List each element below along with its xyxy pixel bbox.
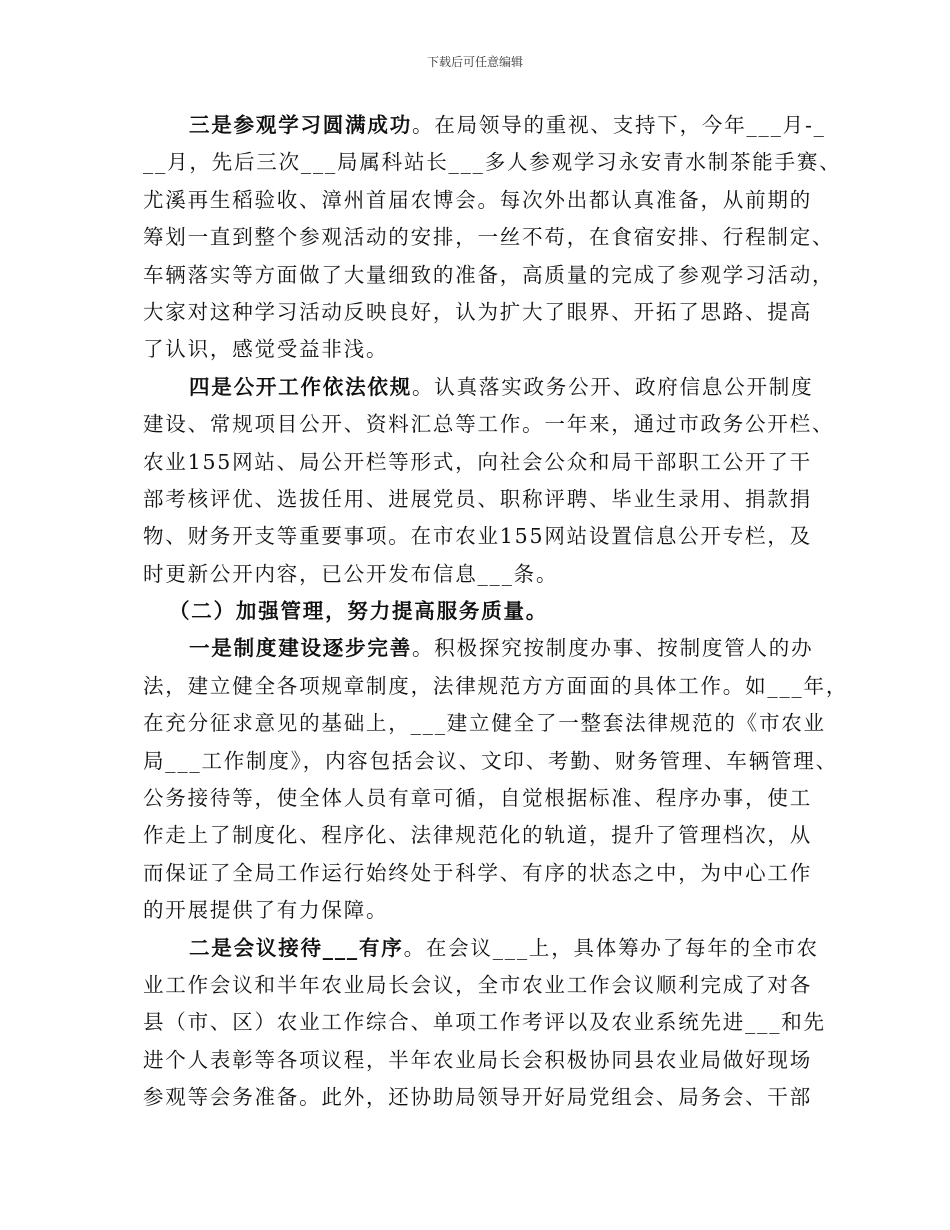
text-line: 建设、常规项目公开、资料汇总等工作。一年来，通过市政务公开栏、 [143, 412, 835, 437]
paragraph-heading: 四是公开工作依法依规 [189, 374, 412, 399]
text-line: 法，建立健全各项规章制度，法律规范方方面面的具体工作。如___年， [143, 673, 849, 698]
text-line: 公务接待等，使全体人员有章可循，自觉根据标准、程序办事，使工 [143, 786, 812, 811]
text-line [143, 107, 826, 144]
text-line: 车辆落实等方面做了大量细致的准备，高质量的完成了参观学习活动， [143, 262, 835, 287]
text-line: 时更新公开内容，已公开发布信息___条。 [143, 561, 559, 586]
paragraph-visit-study [143, 107, 842, 369]
text-line: __月，先后三次___局属科站长___多人参观学习永安青水制茶能手赛、 [143, 150, 842, 175]
section-title: （二）加强管理，努力提高服务质量。 [169, 599, 549, 624]
page-header: 下载后可任意编辑 [426, 55, 523, 69]
text-line: 的开展提供了有力保障。 [143, 898, 389, 923]
line-text: 。在会议___上，具体筹办了每年的全市农 [403, 935, 819, 960]
paragraph-heading: 一是制度建设逐步完善 [189, 636, 412, 661]
text-line: 尤溪再生稻验收、漳州首届农博会。每次外出都认真准备，从前期的 [143, 187, 812, 212]
document-body [143, 107, 849, 1117]
text-line: 作走上了制度化、程序化、法律规范化的轨道，提升了管理档次，从 [143, 823, 812, 848]
section-heading [143, 593, 823, 630]
text-line: 业工作会议和半年农业局长会议，全市农业工作会议顺利完成了对各 [143, 972, 812, 997]
line-text: 。在局领导的重视、支持下，今年___月-_ [412, 113, 826, 137]
text-line: 部考核评优、选拔任用、进展党员、职称评聘、毕业生录用、捐款捐 [143, 486, 812, 511]
paragraph-meeting-reception [143, 930, 826, 1117]
text-line [143, 630, 823, 667]
text-line: 在充分征求意见的基础上，___建立健全了一整套法律规范的《市农业 [143, 711, 826, 736]
line-text: 。认真落实政务公开、政府信息公开制度 [412, 374, 814, 399]
paragraph-heading: 三是参观学习圆满成功 [189, 113, 412, 137]
line-text: 。积极探究按制度办事、按制度管人的办 [412, 636, 814, 661]
text-line [143, 369, 823, 406]
text-line [143, 930, 823, 967]
paragraph-heading: 二是会议接待___有序 [189, 935, 404, 960]
paragraph-public-affairs [143, 369, 835, 593]
text-line: 大家对这种学习活动反映良好，认为扩大了眼界、开拓了思路、提高 [143, 299, 812, 324]
text-line: 进个人表彰等各项议程，半年农业局长会积极协同县农业局做好现场 [143, 1047, 812, 1072]
text-line: 了认识，感觉受益非浅。 [143, 337, 389, 362]
text-line: 筹划一直到整个参观活动的安排，一丝不苟，在食宿安排、行程制定、 [143, 225, 835, 250]
text-line: 参观等会务准备。此外，还协助局领导开好局党组会、局务会、干部 [143, 1085, 812, 1110]
text-line: 农业155网站、局公开栏等形式，向社会公众和局干部职工公开了干 [143, 449, 812, 474]
text-line [143, 593, 823, 630]
text-line: 而保证了全局工作运行始终处于科学、有序的状态之中，为中心工作 [143, 860, 812, 885]
text-line: 物、财务开支等重要事项。在市农业155网站设置信息公开专栏，及 [143, 524, 812, 549]
paragraph-system-construction [143, 630, 849, 929]
text-line: 县（市、区）农业工作综合、单项工作考评以及农业系统先进___和先 [143, 1010, 826, 1035]
text-line: 局___工作制度》，内容包括会议、文印、考勤、财务管理、车辆管理、 [143, 748, 838, 773]
